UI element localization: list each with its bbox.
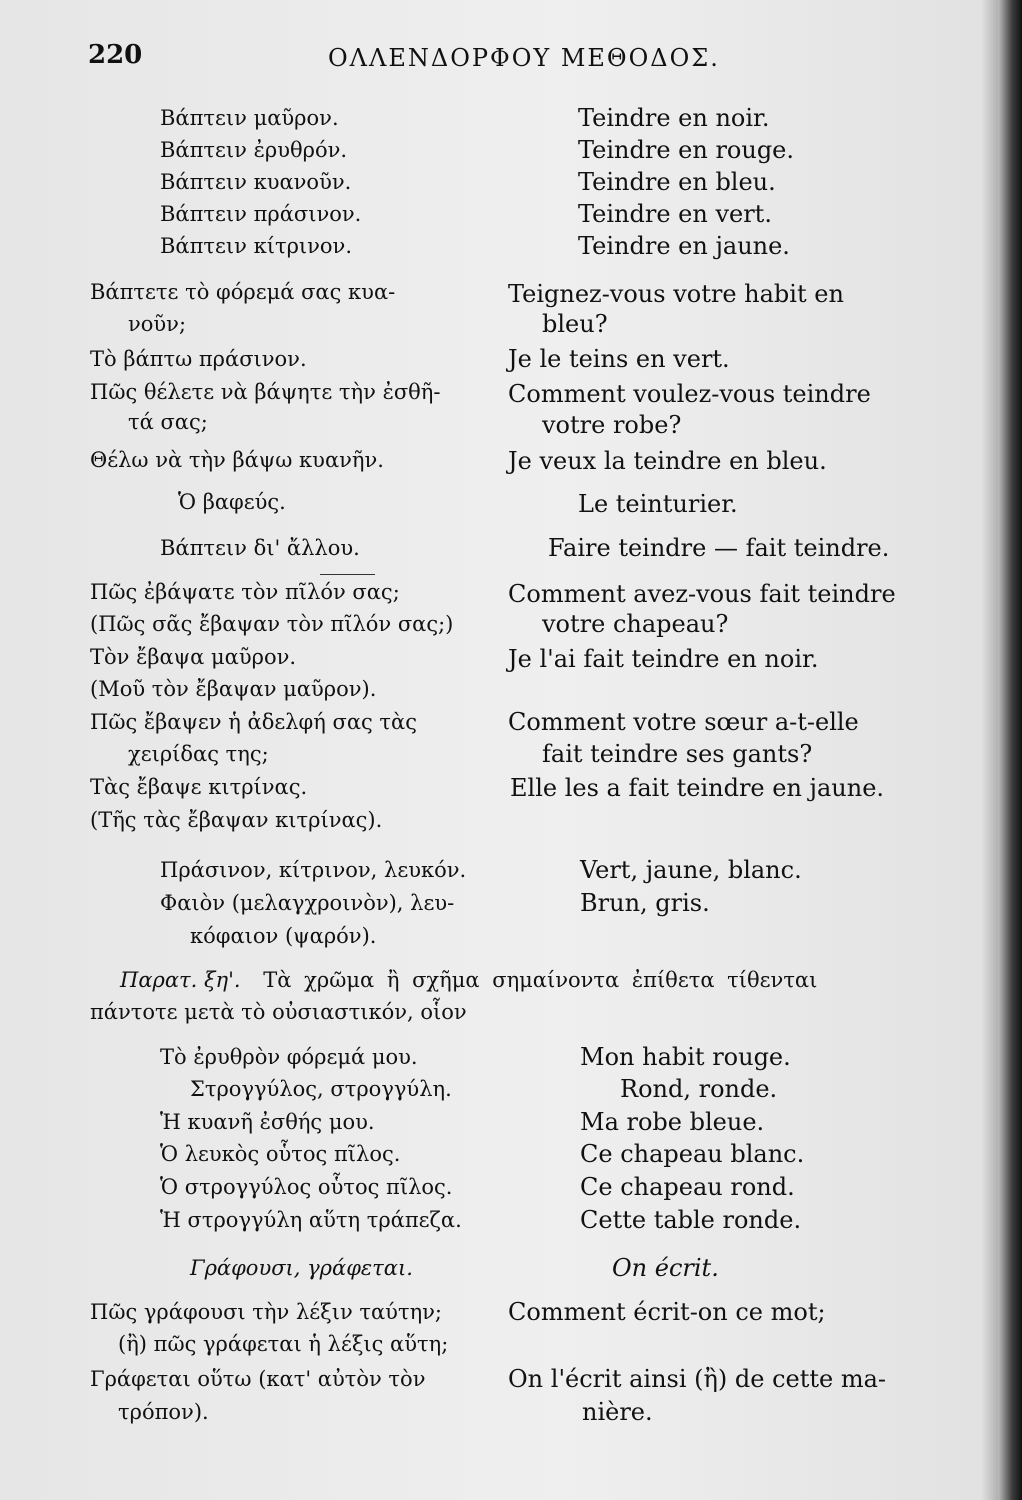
greek-line: Θέλω νὰ τὴν βάψω κυανῆν.: [90, 448, 384, 472]
french-line: Brun, gris.: [580, 889, 710, 917]
french-line: fait teindre ses gants?: [542, 740, 813, 768]
french-line: Ce chapeau rond.: [580, 1173, 795, 1201]
remark-line: [120, 968, 817, 992]
greek-line: Φαιὸν (μελαγχροινὸν), λευ-: [160, 891, 455, 915]
greek-line: Πῶς ἐβάψατε τὸν πῖλόν σας;: [90, 580, 400, 604]
french-line: Teindre en vert.: [578, 200, 772, 228]
greek-line: Βάπτειν κίτρινον.: [160, 234, 352, 258]
french-line: Elle les a fait teindre en jaune.: [510, 774, 885, 802]
french-line: Ma robe bleue.: [580, 1108, 765, 1136]
french-line: Je le teins en vert.: [508, 345, 730, 373]
greek-line: Τὸ βάπτω πράσινον.: [90, 347, 307, 371]
remark-text: Τὰ χρῶμα ἢ σχῆμα σημαίνοντα ἐπίθετα τίθενται: [263, 968, 818, 992]
short-rule: [320, 574, 375, 575]
french-line: Comment voulez-vous teindre: [508, 380, 871, 408]
greek-line: χειρίδας της;: [128, 742, 269, 766]
greek-line: τρόπον).: [118, 1400, 209, 1424]
french-line: Teindre en noir.: [578, 104, 770, 132]
french-line: Vert, jaune, blanc.: [580, 856, 802, 884]
greek-line: Στρογγύλος, στρογγύλη.: [190, 1077, 452, 1101]
page-number: 220: [88, 40, 143, 70]
remark-line: πάντοτε μετὰ τὸ οὐσιαστικόν, οἷον: [90, 1000, 467, 1024]
greek-line: Πῶς ἔβαψεν ἡ ἀδελφή σας τὰς: [90, 710, 417, 734]
greek-line: Πῶς γράφουσι τὴν λέξιν ταύτην;: [90, 1300, 442, 1324]
greek-line: Πράσινον, κίτρινον, λευκόν.: [160, 858, 467, 882]
french-line: Faire teindre — fait teindre.: [548, 534, 890, 562]
greek-line: (ἢ) πῶς γράφεται ἡ λέξις αὕτη;: [118, 1332, 449, 1356]
french-line: nière.: [582, 1398, 653, 1426]
greek-line: κόφαιον (ψαρόν).: [190, 924, 377, 948]
subheading-french: On écrit.: [612, 1254, 719, 1282]
greek-line: Τὸ ἐρυθρὸν φόρεμά μου.: [160, 1045, 418, 1069]
greek-line: Βάπτειν κυανοῦν.: [160, 170, 352, 194]
greek-line: Τὸν ἔβαψα μαῦρον.: [90, 645, 297, 669]
greek-line: Πῶς θέλετε νὰ βάψητε τὴν ἐσθῆ-: [90, 380, 441, 404]
french-line: On l'écrit ainsi (ἢ) de cette ma-: [508, 1365, 887, 1393]
french-line: Le teinturier.: [578, 490, 738, 518]
greek-line: Τὰς ἔβαψε κιτρίνας.: [90, 775, 308, 799]
french-line: votre chapeau?: [542, 610, 729, 638]
greek-line: Ὁ βαφεύς.: [178, 490, 286, 514]
french-line: Comment votre sœur a-t-elle: [508, 708, 859, 736]
greek-line: Βάπτειν μαῦρον.: [160, 106, 339, 130]
greek-line: νοῦν;: [128, 312, 187, 336]
french-line: Mon habit rouge.: [580, 1043, 791, 1071]
french-line: Teindre en rouge.: [578, 136, 795, 164]
french-line: Teindre en jaune.: [578, 232, 790, 260]
french-line: votre robe?: [542, 411, 682, 439]
remark-label: Παρατ. ξη'.: [120, 968, 241, 992]
french-line: Teignez-vous votre habit en: [508, 280, 844, 308]
french-line: bleu?: [542, 310, 608, 338]
page-gutter: [998, 0, 1022, 1500]
greek-line: (Μοῦ τὸν ἔβαψαν μαῦρον).: [90, 677, 377, 701]
greek-line: (Τῆς τὰς ἔβαψαν κιτρίνας).: [90, 808, 383, 832]
greek-line: Βάπτειν δι' ἄλλου.: [160, 536, 360, 560]
french-line: Je l'ai fait teindre en noir.: [508, 645, 819, 673]
french-line: Je veux la teindre en bleu.: [508, 447, 827, 475]
greek-line: Ἡ κυανῆ ἐσθής μου.: [160, 1110, 375, 1134]
greek-line: Ὁ στρογγύλος οὗτος πῖλος.: [160, 1175, 453, 1199]
page-header: [88, 40, 968, 80]
french-line: Ce chapeau blanc.: [580, 1140, 805, 1168]
french-line: Rond, ronde.: [620, 1075, 778, 1103]
greek-line: Γράφεται οὕτω (κατ' αὐτὸν τὸν: [90, 1367, 426, 1391]
french-line: Comment avez-vous fait teindre: [508, 580, 896, 608]
greek-line: Ἡ στρογγύλη αὕτη τράπεζα.: [160, 1208, 462, 1232]
greek-line: Ὁ λευκὸς οὗτος πῖλος.: [160, 1142, 401, 1166]
running-title: ΟΛΛΕΝΔΟΡΦΟΥ ΜΕΘΟΔΟΣ.: [328, 44, 720, 72]
french-line: Cette table ronde.: [580, 1206, 802, 1234]
french-line: Comment écrit-on ce mot;: [508, 1298, 826, 1326]
facing-page-bleedthrough: [882, 60, 992, 1260]
greek-line: Βάπτειν πράσινον.: [160, 202, 362, 226]
greek-line: Βάπτειν ἐρυθρόν.: [160, 138, 348, 162]
greek-line: τά σας;: [128, 410, 208, 434]
greek-line: Βάπτετε τὸ φόρεμά σας κυα-: [90, 280, 396, 304]
french-line: Teindre en bleu.: [578, 168, 776, 196]
greek-line: (Πῶς σᾶς ἔβαψαν τὸν πῖλόν σας;): [90, 612, 454, 636]
subheading-greek: Γράφουσι, γράφεται.: [190, 1256, 413, 1280]
